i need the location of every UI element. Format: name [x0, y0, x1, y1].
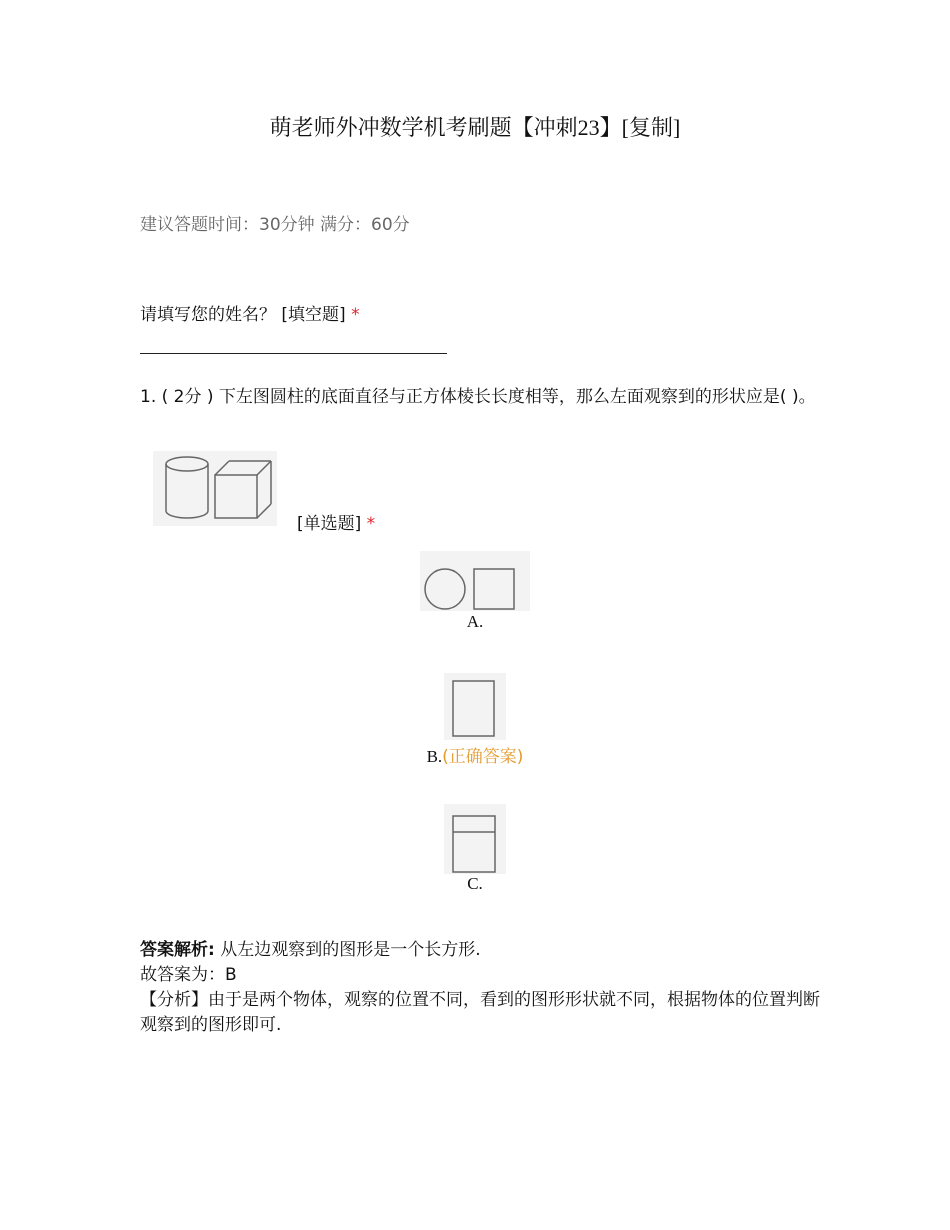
analysis-line	[140, 938, 830, 963]
required-mark: *	[351, 305, 360, 325]
option-b[interactable]	[0, 742, 950, 767]
option-a-label: A.	[466, 612, 484, 631]
question-type-label: [单选题]	[297, 514, 362, 534]
rectangle-with-line-figure-icon[interactable]	[444, 804, 506, 874]
name-question-text: 请填写您的姓名？	[140, 305, 276, 325]
analysis-answer: 故答案为：B	[140, 965, 237, 985]
option-b-label: B.	[426, 747, 443, 766]
name-question	[140, 300, 360, 325]
required-mark: *	[366, 514, 376, 534]
circle-and-square-figure-icon[interactable]	[420, 551, 530, 611]
question-1-text: 1. ( 2分 ) 下左图圆柱的底面直径与正方体棱长长度相等，那么左面观察到的形状应是( )。	[140, 387, 816, 407]
rectangle-figure-icon[interactable]	[444, 673, 506, 740]
answer-analysis	[140, 938, 830, 1038]
analysis-heading: 答案解析:	[140, 940, 215, 960]
option-c-label: C.	[467, 874, 483, 893]
analysis-text: 从左边观察到的图形是一个长方形.	[220, 940, 481, 960]
option-c[interactable]	[0, 874, 950, 894]
exam-meta: 建议答题时间：30分钟 满分：60分	[140, 215, 410, 235]
question-1-type	[297, 509, 375, 534]
correct-answer-badge: (正确答案)	[442, 747, 524, 767]
page-title: 萌老师外冲数学机考刷题【冲刺23】[复制]	[269, 115, 681, 140]
cylinder-and-cube-figure-icon	[153, 451, 277, 526]
name-answer-line[interactable]	[140, 353, 447, 354]
option-a[interactable]	[0, 612, 950, 632]
name-question-type: [填空题]	[281, 305, 346, 325]
analysis-detail: 【分析】由于是两个物体，观察的位置不同，看到的图形形状就不同，根据物体的位置判断观察到的图形即可.	[140, 990, 820, 1035]
